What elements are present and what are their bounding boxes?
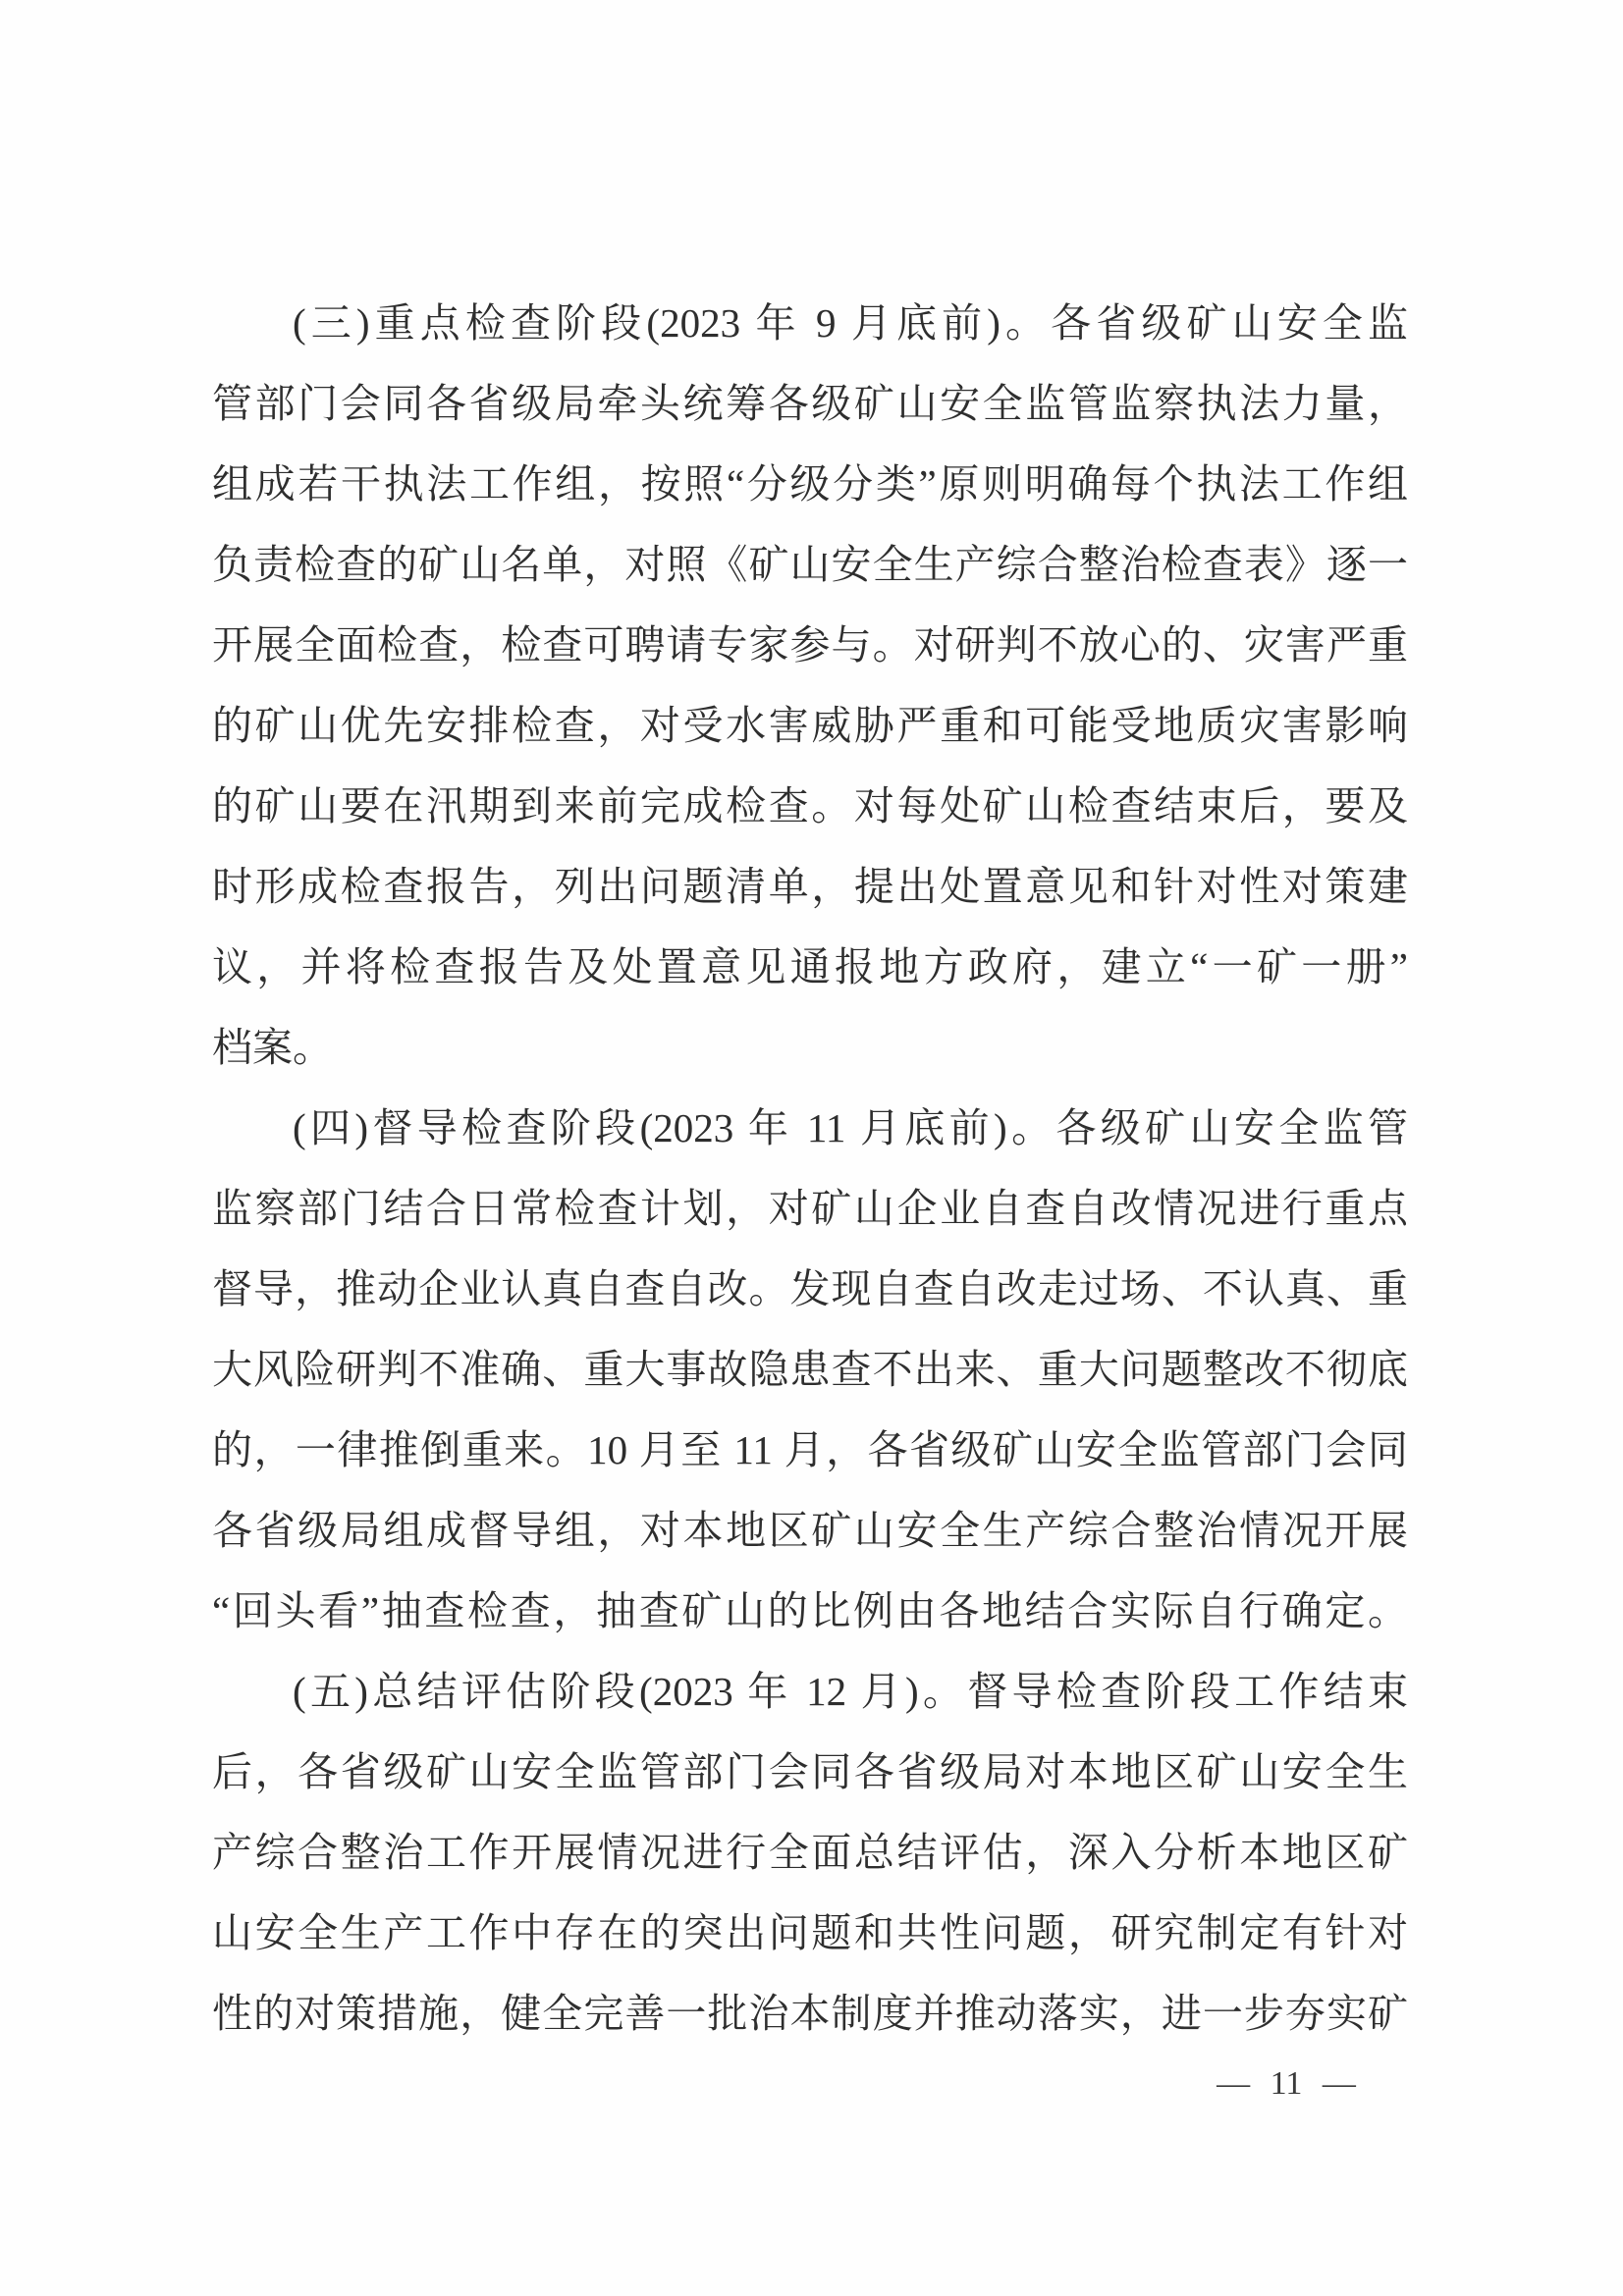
text-line: 组成若干执法工作组，按照“分级分类”原则明确每个执法工作组 bbox=[212, 461, 1408, 507]
text-line: (五)总结评估阶段(2023 年 12 月)。督导检查阶段工作结束 bbox=[293, 1669, 1408, 1714]
text-line: 性的对策措施，健全完善一批治本制度并推动落实，进一步夯实矿 bbox=[212, 1991, 1408, 2036]
text-line: 后，各省级矿山安全监管部门会同各省级局对本地区矿山安全生 bbox=[212, 1749, 1408, 1794]
text-line: 档案。 bbox=[212, 1025, 333, 1070]
text-line: (三)重点检查阶段(2023 年 9 月底前)。各省级矿山安全监 bbox=[293, 300, 1408, 346]
text-line: “回头看”抽查检查，抽查矿山的比例由各地结合实际自行确定。 bbox=[212, 1588, 1408, 1633]
document-body bbox=[212, 283, 1408, 2054]
text-line: 负责检查的矿山名单，对照《矿山安全生产综合整治检查表》逐一 bbox=[212, 542, 1408, 587]
text-line: 山安全生产工作中存在的突出问题和共性问题，研究制定有针对 bbox=[212, 1910, 1408, 1955]
text-line: 议，并将检查报告及处置意见通报地方政府，建立“一矿一册” bbox=[212, 944, 1408, 989]
text-line: 大风险研判不准确、重大事故隐患查不出来、重大问题整改不彻底 bbox=[212, 1347, 1408, 1392]
text-line: 开展全面检查，检查可聘请专家参与。对研判不放心的、灾害严重 bbox=[212, 622, 1408, 667]
text-line: 时形成检查报告，列出问题清单，提出处置意见和针对性对策建 bbox=[212, 864, 1408, 909]
text-line: 监察部门结合日常检查计划，对矿山企业自查自改情况进行重点 bbox=[212, 1186, 1408, 1231]
text-line: 的，一律推倒重来。10 月至 11 月，各省级矿山安全监管部门会同 bbox=[212, 1427, 1408, 1472]
text-line: 产综合整治工作开展情况进行全面总结评估，深入分析本地区矿 bbox=[212, 1830, 1408, 1875]
text-line: 的矿山要在汛期到来前完成检查。对每处矿山检查结束后，要及 bbox=[212, 783, 1408, 828]
page-number: — 11 — bbox=[1217, 2065, 1356, 2102]
text-line: 各省级局组成督导组，对本地区矿山安全生产综合整治情况开展 bbox=[212, 1508, 1408, 1553]
text-line: (四)督导检查阶段(2023 年 11 月底前)。各级矿山安全监管 bbox=[293, 1105, 1408, 1150]
text-line: 管部门会同各省级局牵头统筹各级矿山安全监管监察执法力量， bbox=[212, 381, 1408, 426]
text-line: 督导，推动企业认真自查自改。发现自查自改走过场、不认真、重 bbox=[212, 1266, 1408, 1311]
text-line: 的矿山优先安排检查，对受水害威胁严重和可能受地质灾害影响 bbox=[212, 703, 1408, 748]
